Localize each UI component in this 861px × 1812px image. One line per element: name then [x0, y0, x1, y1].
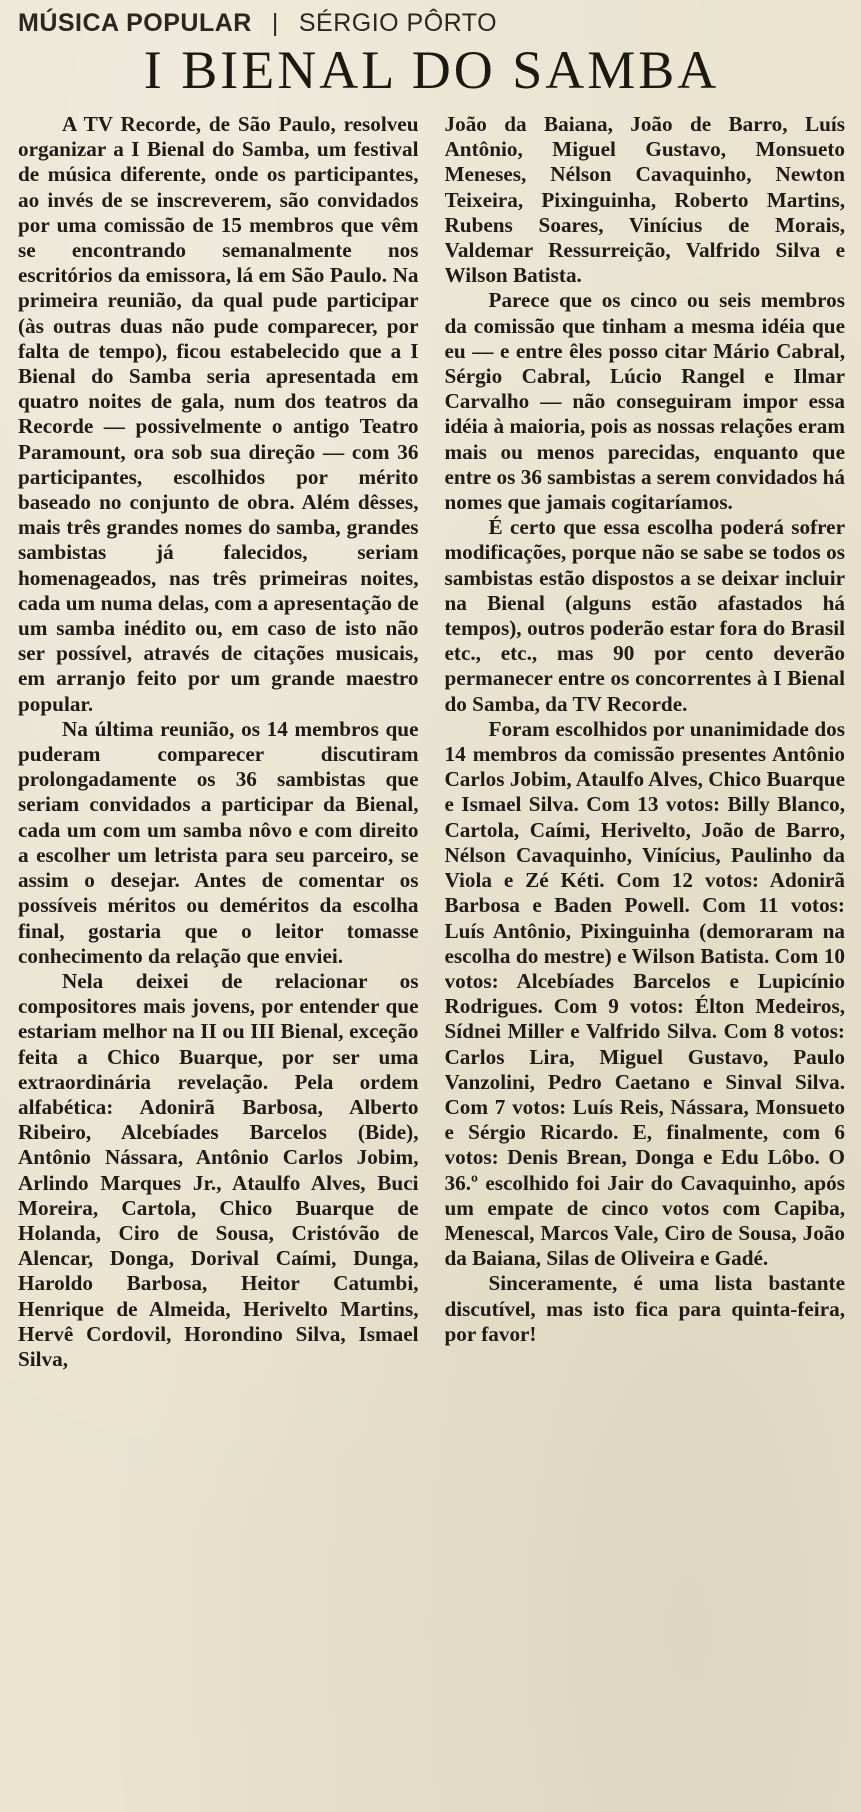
paragraph: Na última reunião, os 14 membros que puderam comparecer discutiram prolongadamente os 36 sambistas que seriam convidados a participar da Bienal, cada um com um samba nôvo e com direito a escolher um letrista para seu parceiro, se assim o desejar. Antes de comentar os possíveis méritos ou deméritos da escolha final, gostaria que o leitor tomasse conhecimento da relação que enviei.: [18, 716, 419, 968]
paragraph: Nela deixei de relacionar os compositores mais jovens, por entender que estariam melhor na II ou III Bienal, exceção feita a Chico Buarque, por ser uma extraordinária revelação. Pela ordem alfabética: Adonirã Barbosa, Alberto Ribeiro, Alcebíades Barcelos (Bide), Antônio Nássara, Antônio Carlos Jobim, Arlindo Marques Jr., Ataulfo Alves, Buci Moreira, Cartola, Chico Buarque de Holanda, Ciro de Sousa, Cristóvão de Alencar, Donga, Dorival Caími, Dunga, Haroldo Barbosa, Heitor Catumbi, Henrique de Almeida, Herivelto Martins, Hervê Cordovil, Horondino Silva, Ismael Silva,: [18, 968, 419, 1371]
header-separator: |: [271, 9, 279, 37]
section-header: [18, 6, 845, 40]
paragraph: Sinceramente, é uma lista bastante discutível, mas isto fica para quinta-feira, por favor!: [444, 1271, 845, 1346]
column-left: [18, 112, 419, 1812]
paragraph: É certo que essa escolha poderá sofrer modificações, porque não se sabe se todos os sambistas estão dispostos a se deixar incluir na Bienal (alguns estão afastados há tempos), outros poderão estar fora do Brasil etc., etc., mas 90 por cento deverão permanecer entre os concorrentes à I Bienal do Samba, da TV Recorde.: [444, 515, 845, 716]
section-name: MÚSICA POPULAR: [18, 9, 252, 37]
paragraph: Parece que os cinco ou seis membros da comissão que tinham a mesma idéia que eu — e entre êles posso citar Mário Cabral, Sérgio Cabral, Lúcio Rangel e Ilmar Carvalho — não conseguiram impor essa idéia à maioria, pois as nossas relações eram mais ou menos parecidas, enquanto que entre os 36 sambistas a serem convidados há nomes que jamais cogitaríamos.: [444, 288, 845, 515]
column-right: [445, 112, 846, 1812]
author-name: SÉRGIO PÔRTO: [298, 9, 498, 37]
article-title: I BIENAL DO SAMBA: [143, 40, 720, 100]
paragraph: A TV Recorde, de São Paulo, resolveu organizar a I Bienal do Samba, um festival de música diferente, onde os participantes, ao invés de se inscreverem, são convidados por uma comissão de 15 membros que vêm se encontrando semanalmente nos escritórios da emissora, lá em São Paulo. Na primeira reunião, da qual pude participar (às outras duas não pude comparecer, por falta de tempo), ficou estabelecido que a I Bienal do Samba seria apresentada em quatro noites de gala, num dos teatros da Recorde — possivelmente o antigo Teatro Paramount, ora sob sua direção — com 36 participantes, escolhidos por mérito baseado no conjunto de obra. Além dêsses, mais três grandes nomes do samba, grandes sambistas já falecidos, seriam homenageados, nas três primeiras noites, cada um numa delas, com a apresentação de um samba inédito ou, em caso de isto não ser possível, através de citações musicais, em arranjo feito por um grande maestro popular.: [18, 112, 419, 716]
article-body: [18, 112, 845, 1812]
paragraph: Foram escolhidos por unanimidade dos 14 membros da comissão presentes Antônio Carlos Jobim, Ataulfo Alves, Chico Buarque e Ismael Silva. Com 13 votos: Billy Blanco, Cartola, Caími, Herivelto, João de Barro, Nélson Cavaquinho, Vinícius, Paulinho da Viola e Zé Kéti. Com 12 votos: Adonirã Barbosa e Baden Powell. Com 11 votos: Luís Antônio, Pixinguinha (demoraram na escolha do mestre) e Wilson Batista. Com 10 votos: Alcebíades Barcelos e Lupicínio Rodrigues. Com 9 votos: Élton Medeiros, Sídnei Miller e Valfrido Silva. Com 8 votos: Carlos Lira, Miguel Gustavo, Paulo Vanzolini, Pedro Caetano e Sinval Silva. Com 7 votos: Luís Reis, Nássara, Monsueto e Sérgio Ricardo. E, finalmente, com 6 votos: Denis Brean, Donga e Edu Lôbo. O 36.º escolhido foi Jair do Cavaquinho, após um empate de cinco votos com Capiba, Menescal, Marcos Vale, Ciro de Sousa, João da Baiana, Silas de Oliveira e Gadé.: [444, 716, 845, 1271]
paragraph-continued: João da Baiana, João de Barro, Luís Antônio, Miguel Gustavo, Monsueto Meneses, Nélson Cavaquinho, Newton Teixeira, Pixinguinha, Roberto Martins, Rubens Soares, Vinícius de Morais, Valdemar Ressurreição, Valfrido Silva e Wilson Batista.: [444, 112, 845, 288]
